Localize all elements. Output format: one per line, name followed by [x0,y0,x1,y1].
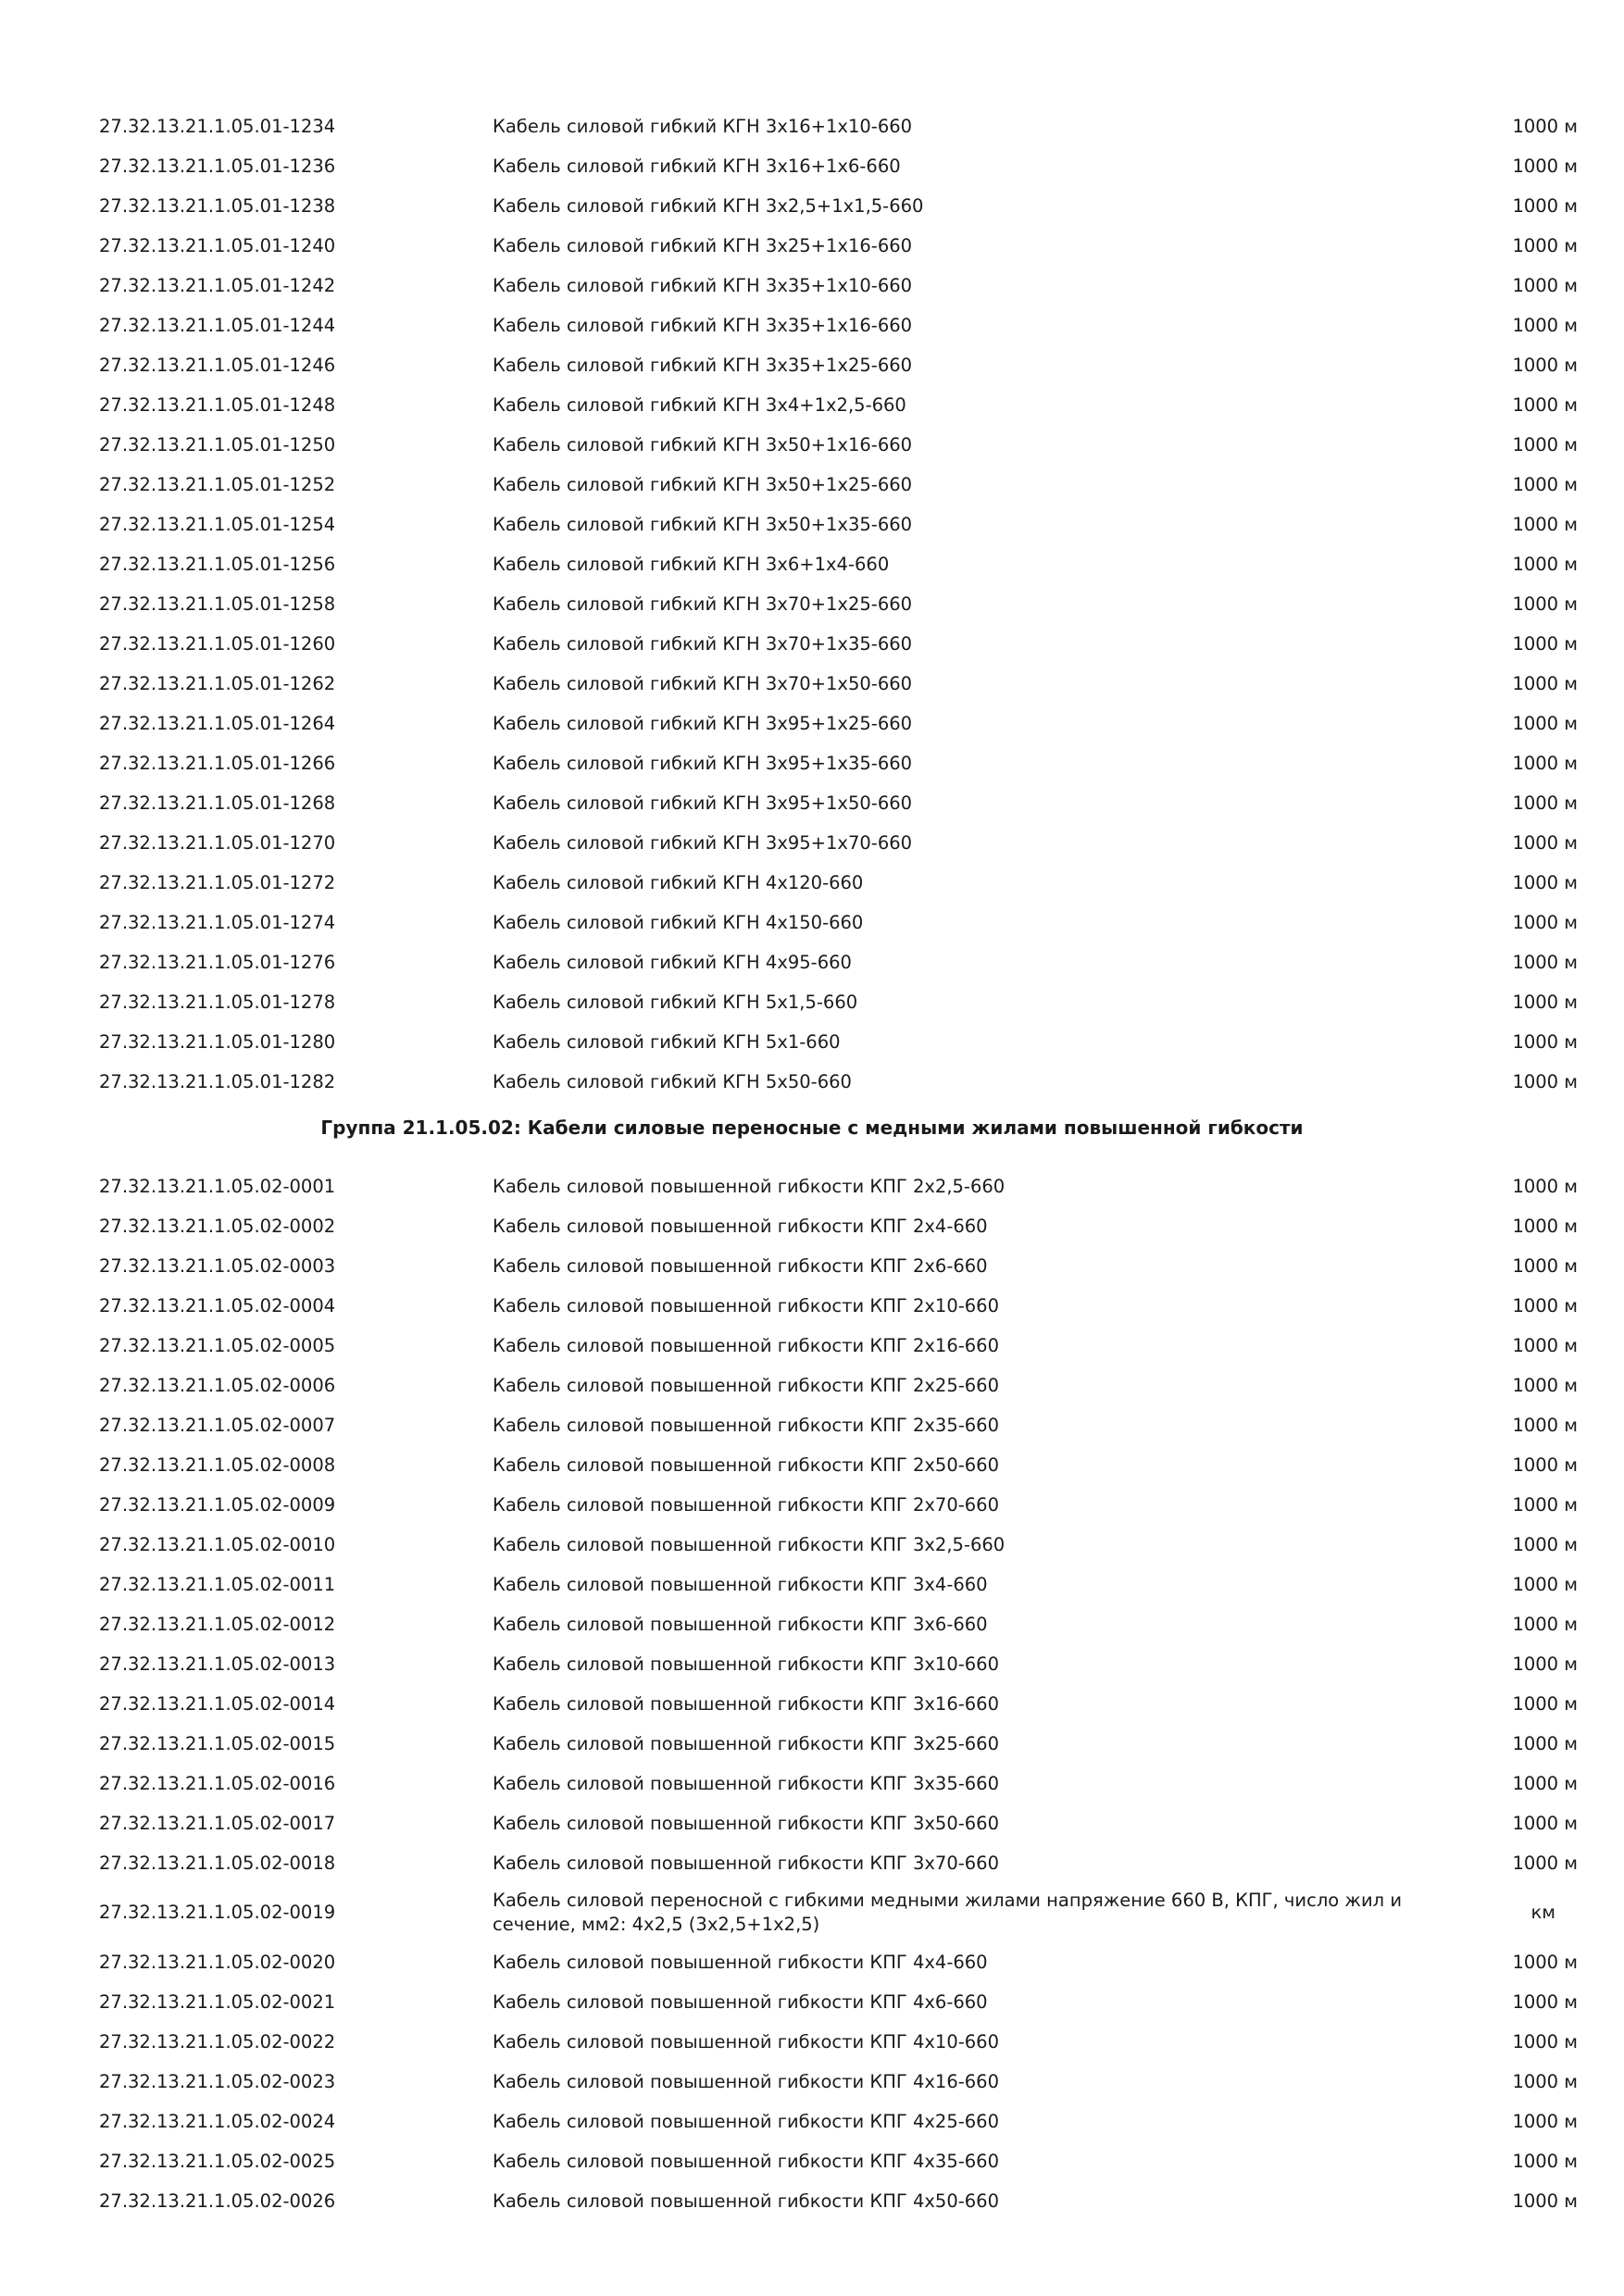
row-unit: 1000 м [1512,1454,1578,1476]
row-code: 27.32.13.21.1.05.02-0021 [99,1991,336,2013]
row-name: Кабель силовой повышенной гибкости КПГ 4х10-660 [493,2031,999,2053]
table-row [0,385,1624,425]
table-row [0,2141,1624,2181]
table-row [0,505,1624,544]
table-row [0,664,1624,704]
row-code: 27.32.13.21.1.05.01-1280 [99,1031,336,1053]
row-unit: 1000 м [1512,1031,1578,1053]
row-code: 27.32.13.21.1.05.02-0026 [99,2190,336,2212]
row-name: Кабель силовой гибкий КГН 3х16+1х10-660 [493,116,913,137]
row-code: 27.32.13.21.1.05.02-0019 [99,1902,336,1923]
row-unit: 1000 м [1512,1614,1578,1635]
table-row [0,1942,1624,1982]
row-name: Кабель силовой повышенной гибкости КПГ 4х16-660 [493,2071,999,2092]
row-unit: 1000 м [1512,554,1578,575]
row-code: 27.32.13.21.1.05.02-0002 [99,1216,336,1237]
table-row [0,266,1624,306]
row-code: 27.32.13.21.1.05.01-1278 [99,992,336,1013]
row-unit: 1000 м [1512,832,1578,854]
row-code: 27.32.13.21.1.05.01-1276 [99,952,336,973]
row-name: Кабель силовой повышенной гибкости КПГ 2х10-660 [493,1295,999,1316]
group-a-table [0,106,1624,1102]
row-name: Кабель силовой повышенной гибкости КПГ 2х2,5-660 [493,1176,1006,1197]
row-name: Кабель силовой повышенной гибкости КПГ 3х10-660 [493,1653,999,1675]
row-code: 27.32.13.21.1.05.02-0020 [99,1952,336,1973]
table-row [0,1246,1624,1286]
group-b-table [0,1167,1624,2221]
table-row [0,1982,1624,2022]
table-row [0,226,1624,266]
row-unit: 1000 м [1512,753,1578,774]
row-name: Кабель силовой гибкий КГН 3х95+1х35-660 [493,753,913,774]
row-code: 27.32.13.21.1.05.01-1272 [99,872,336,893]
table-row [0,743,1624,783]
table-row [0,1525,1624,1565]
row-name: Кабель силовой гибкий КГН 4х120-660 [493,872,864,893]
table-row [0,1764,1624,1803]
row-unit: 1000 м [1512,593,1578,615]
table-row [0,1062,1624,1102]
row-code: 27.32.13.21.1.05.02-0013 [99,1653,336,1675]
row-name: Кабель силовой повышенной гибкости КПГ 4х25-660 [493,2111,999,2132]
row-unit: 1000 м [1512,1375,1578,1396]
table-row [0,1405,1624,1445]
row-code: 27.32.13.21.1.05.01-1234 [99,116,336,137]
row-name: Кабель силовой гибкий КГН 5х50-660 [493,1071,852,1092]
row-code: 27.32.13.21.1.05.02-0008 [99,1454,336,1476]
table-row [0,1326,1624,1366]
row-name: Кабель силовой гибкий КГН 3х16+1х6-660 [493,156,901,177]
table-row [0,1604,1624,1644]
row-code: 27.32.13.21.1.05.01-1250 [99,434,336,455]
row-name: Кабель силовой гибкий КГН 3х2,5+1х1,5-660 [493,195,924,217]
row-unit: 1000 м [1512,1295,1578,1316]
table-row [0,345,1624,385]
row-name: Кабель силовой гибкий КГН 3х95+1х25-660 [493,713,913,734]
row-unit: 1000 м [1512,1853,1578,1874]
row-unit: 1000 м [1512,1653,1578,1675]
row-name: Кабель силовой гибкий КГН 3х35+1х25-660 [493,355,913,376]
table-row [0,1022,1624,1062]
row-unit: 1000 м [1512,394,1578,416]
table-row [0,1883,1624,1942]
row-unit: 1000 м [1512,355,1578,376]
row-name: Кабель силовой гибкий КГН 3х70+1х25-660 [493,593,913,615]
row-unit: 1000 м [1512,275,1578,296]
table-row [0,982,1624,1022]
row-code: 27.32.13.21.1.05.02-0018 [99,1853,336,1874]
row-unit: 1000 м [1512,1071,1578,1092]
row-code: 27.32.13.21.1.05.01-1244 [99,315,336,336]
row-unit: 1000 м [1512,235,1578,256]
table-row [0,1485,1624,1525]
table-row [0,146,1624,186]
table-row [0,306,1624,345]
row-unit: 1000 м [1512,1255,1578,1277]
row-code: 27.32.13.21.1.05.02-0023 [99,2071,336,2092]
row-name: Кабель силовой гибкий КГН 3х35+1х10-660 [493,275,913,296]
row-name: Кабель силовой гибкий КГН 3х6+1х4-660 [493,554,890,575]
row-unit: 1000 м [1512,1813,1578,1834]
table-row [0,783,1624,823]
row-name: Кабель силовой повышенной гибкости КПГ 2х35-660 [493,1415,999,1436]
table-row [0,584,1624,624]
row-code: 27.32.13.21.1.05.01-1262 [99,673,336,694]
row-unit: 1000 м [1512,1773,1578,1794]
row-code: 27.32.13.21.1.05.01-1242 [99,275,336,296]
row-name: Кабель силовой повышенной гибкости КПГ 2х16-660 [493,1335,999,1356]
row-name: Кабель силовой гибкий КГН 5х1,5-660 [493,992,858,1013]
row-name: Кабель силовой повышенной гибкости КПГ 3х35-660 [493,1773,999,1794]
row-unit: км [1530,1902,1555,1923]
row-name: Кабель силовой гибкий КГН 3х95+1х50-660 [493,792,913,814]
row-unit: 1000 м [1512,2031,1578,2053]
row-unit: 1000 м [1512,1991,1578,2013]
row-name: Кабель силовой переносной с гибкими медными жилами напряжение 660 В, КПГ, число жил и сечение, мм2: 4х2,5 (3х2,5+1х2,5) [493,1890,1402,1935]
table-row [0,823,1624,863]
table-row [0,1644,1624,1684]
row-code: 27.32.13.21.1.05.02-0012 [99,1614,336,1635]
table-row [0,1366,1624,1405]
table-row [0,1565,1624,1604]
table-row [0,2022,1624,2062]
row-name: Кабель силовой гибкий КГН 3х50+1х35-660 [493,514,913,535]
row-code: 27.32.13.21.1.05.02-0004 [99,1295,336,1316]
row-unit: 1000 м [1512,2151,1578,2172]
row-unit: 1000 м [1512,633,1578,655]
table-row [0,1843,1624,1883]
row-code: 27.32.13.21.1.05.01-1252 [99,474,336,495]
row-unit: 1000 м [1512,872,1578,893]
row-name: Кабель силовой гибкий КГН 3х70+1х35-660 [493,633,913,655]
row-name: Кабель силовой гибкий КГН 3х50+1х16-660 [493,434,913,455]
row-unit: 1000 м [1512,952,1578,973]
row-code: 27.32.13.21.1.05.02-0017 [99,1813,336,1834]
table-row [0,106,1624,146]
row-code: 27.32.13.21.1.05.01-1256 [99,554,336,575]
table-row [0,704,1624,743]
row-code: 27.32.13.21.1.05.02-0003 [99,1255,336,1277]
row-unit: 1000 м [1512,195,1578,217]
row-name: Кабель силовой повышенной гибкости КПГ 3х16-660 [493,1693,999,1715]
row-name: Кабель силовой повышенной гибкости КПГ 2х4-660 [493,1216,988,1237]
table-row [0,1167,1624,1206]
table-row [0,903,1624,942]
row-name: Кабель силовой гибкий КГН 3х4+1х2,5-660 [493,394,906,416]
row-code: 27.32.13.21.1.05.01-1274 [99,912,336,933]
row-unit: 1000 м [1512,1952,1578,1973]
row-unit: 1000 м [1512,1335,1578,1356]
row-code: 27.32.13.21.1.05.02-0007 [99,1415,336,1436]
row-unit: 1000 м [1512,992,1578,1013]
row-code: 27.32.13.21.1.05.01-1270 [99,832,336,854]
table-row [0,1684,1624,1724]
row-name: Кабель силовой повышенной гибкости КПГ 3х4-660 [493,1574,988,1595]
group-heading: Группа 21.1.05.02: Кабели силовые переносные с медными жилами повышенной гибкости [320,1117,1304,1139]
row-unit: 1000 м [1512,116,1578,137]
table-row [0,1286,1624,1326]
row-name: Кабель силовой повышенной гибкости КПГ 4х50-660 [493,2190,999,2212]
row-name: Кабель силовой повышенной гибкости КПГ 4х6-660 [493,1991,988,2013]
row-name: Кабель силовой повышенной гибкости КПГ 2х6-660 [493,1255,988,1277]
row-name: Кабель силовой гибкий КГН 3х25+1х16-660 [493,235,913,256]
row-name: Кабель силовой повышенной гибкости КПГ 4х4-660 [493,1952,988,1973]
row-code: 27.32.13.21.1.05.01-1240 [99,235,336,256]
row-code: 27.32.13.21.1.05.01-1246 [99,355,336,376]
row-code: 27.32.13.21.1.05.01-1254 [99,514,336,535]
row-unit: 1000 м [1512,1534,1578,1555]
row-code: 27.32.13.21.1.05.02-0015 [99,1733,336,1754]
row-name: Кабель силовой повышенной гибкости КПГ 4х35-660 [493,2151,999,2172]
row-name: Кабель силовой повышенной гибкости КПГ 3х2,5-660 [493,1534,1006,1555]
row-unit: 1000 м [1512,2111,1578,2132]
row-unit: 1000 м [1512,673,1578,694]
row-name: Кабель силовой повышенной гибкости КПГ 3х25-660 [493,1733,999,1754]
row-name: Кабель силовой повышенной гибкости КПГ 2х25-660 [493,1375,999,1396]
table-row [0,2102,1624,2141]
row-code: 27.32.13.21.1.05.02-0022 [99,2031,336,2053]
row-name: Кабель силовой повышенной гибкости КПГ 3х6-660 [493,1614,988,1635]
row-code: 27.32.13.21.1.05.02-0016 [99,1773,336,1794]
row-name: Кабель силовой повышенной гибкости КПГ 2х70-660 [493,1494,999,1516]
row-unit: 1000 м [1512,2071,1578,2092]
row-name: Кабель силовой гибкий КГН 3х35+1х16-660 [493,315,913,336]
row-code: 27.32.13.21.1.05.02-0010 [99,1534,336,1555]
row-code: 27.32.13.21.1.05.01-1266 [99,753,336,774]
row-unit: 1000 м [1512,1574,1578,1595]
table-row [0,425,1624,465]
row-code: 27.32.13.21.1.05.01-1258 [99,593,336,615]
row-code: 27.32.13.21.1.05.02-0005 [99,1335,336,1356]
row-name: Кабель силовой гибкий КГН 3х95+1х70-660 [493,832,913,854]
row-unit: 1000 м [1512,2190,1578,2212]
table-row [0,624,1624,664]
row-name: Кабель силовой гибкий КГН 3х50+1х25-660 [493,474,913,495]
row-unit: 1000 м [1512,514,1578,535]
row-code: 27.32.13.21.1.05.01-1236 [99,156,336,177]
row-name: Кабель силовой повышенной гибкости КПГ 3х70-660 [493,1853,999,1874]
table-row [0,1445,1624,1485]
row-name: Кабель силовой повышенной гибкости КПГ 3х50-660 [493,1813,999,1834]
row-unit: 1000 м [1512,713,1578,734]
row-unit: 1000 м [1512,1693,1578,1715]
row-code: 27.32.13.21.1.05.02-0011 [99,1574,336,1595]
row-unit: 1000 м [1512,315,1578,336]
row-code: 27.32.13.21.1.05.02-0025 [99,2151,336,2172]
row-code: 27.32.13.21.1.05.01-1264 [99,713,336,734]
row-unit: 1000 м [1512,792,1578,814]
row-code: 27.32.13.21.1.05.01-1248 [99,394,336,416]
row-unit: 1000 м [1512,474,1578,495]
table-row [0,1724,1624,1764]
row-code: 27.32.13.21.1.05.02-0009 [99,1494,336,1516]
row-code: 27.32.13.21.1.05.01-1238 [99,195,336,217]
row-code: 27.32.13.21.1.05.01-1282 [99,1071,336,1092]
row-name: Кабель силовой гибкий КГН 5х1-660 [493,1031,841,1053]
row-unit: 1000 м [1512,1494,1578,1516]
row-code: 27.32.13.21.1.05.02-0006 [99,1375,336,1396]
table-row [0,544,1624,584]
row-code: 27.32.13.21.1.05.01-1260 [99,633,336,655]
row-code: 27.32.13.21.1.05.01-1268 [99,792,336,814]
row-unit: 1000 м [1512,434,1578,455]
row-code: 27.32.13.21.1.05.02-0024 [99,2111,336,2132]
row-unit: 1000 м [1512,1176,1578,1197]
row-unit: 1000 м [1512,912,1578,933]
table-row [0,1803,1624,1843]
row-unit: 1000 м [1512,1216,1578,1237]
table-row [0,2181,1624,2221]
table-row [0,863,1624,903]
row-unit: 1000 м [1512,1733,1578,1754]
table-row [0,942,1624,982]
row-name: Кабель силовой гибкий КГН 4х150-660 [493,912,864,933]
table-row [0,465,1624,505]
row-unit: 1000 м [1512,1415,1578,1436]
table-row [0,186,1624,226]
row-unit: 1000 м [1512,156,1578,177]
row-code: 27.32.13.21.1.05.02-0001 [99,1176,336,1197]
row-code: 27.32.13.21.1.05.02-0014 [99,1693,336,1715]
row-name: Кабель силовой гибкий КГН 4х95-660 [493,952,852,973]
table-row [0,2062,1624,2102]
row-name: Кабель силовой гибкий КГН 3х70+1х50-660 [493,673,913,694]
table-row [0,1206,1624,1246]
row-name: Кабель силовой повышенной гибкости КПГ 2х50-660 [493,1454,999,1476]
